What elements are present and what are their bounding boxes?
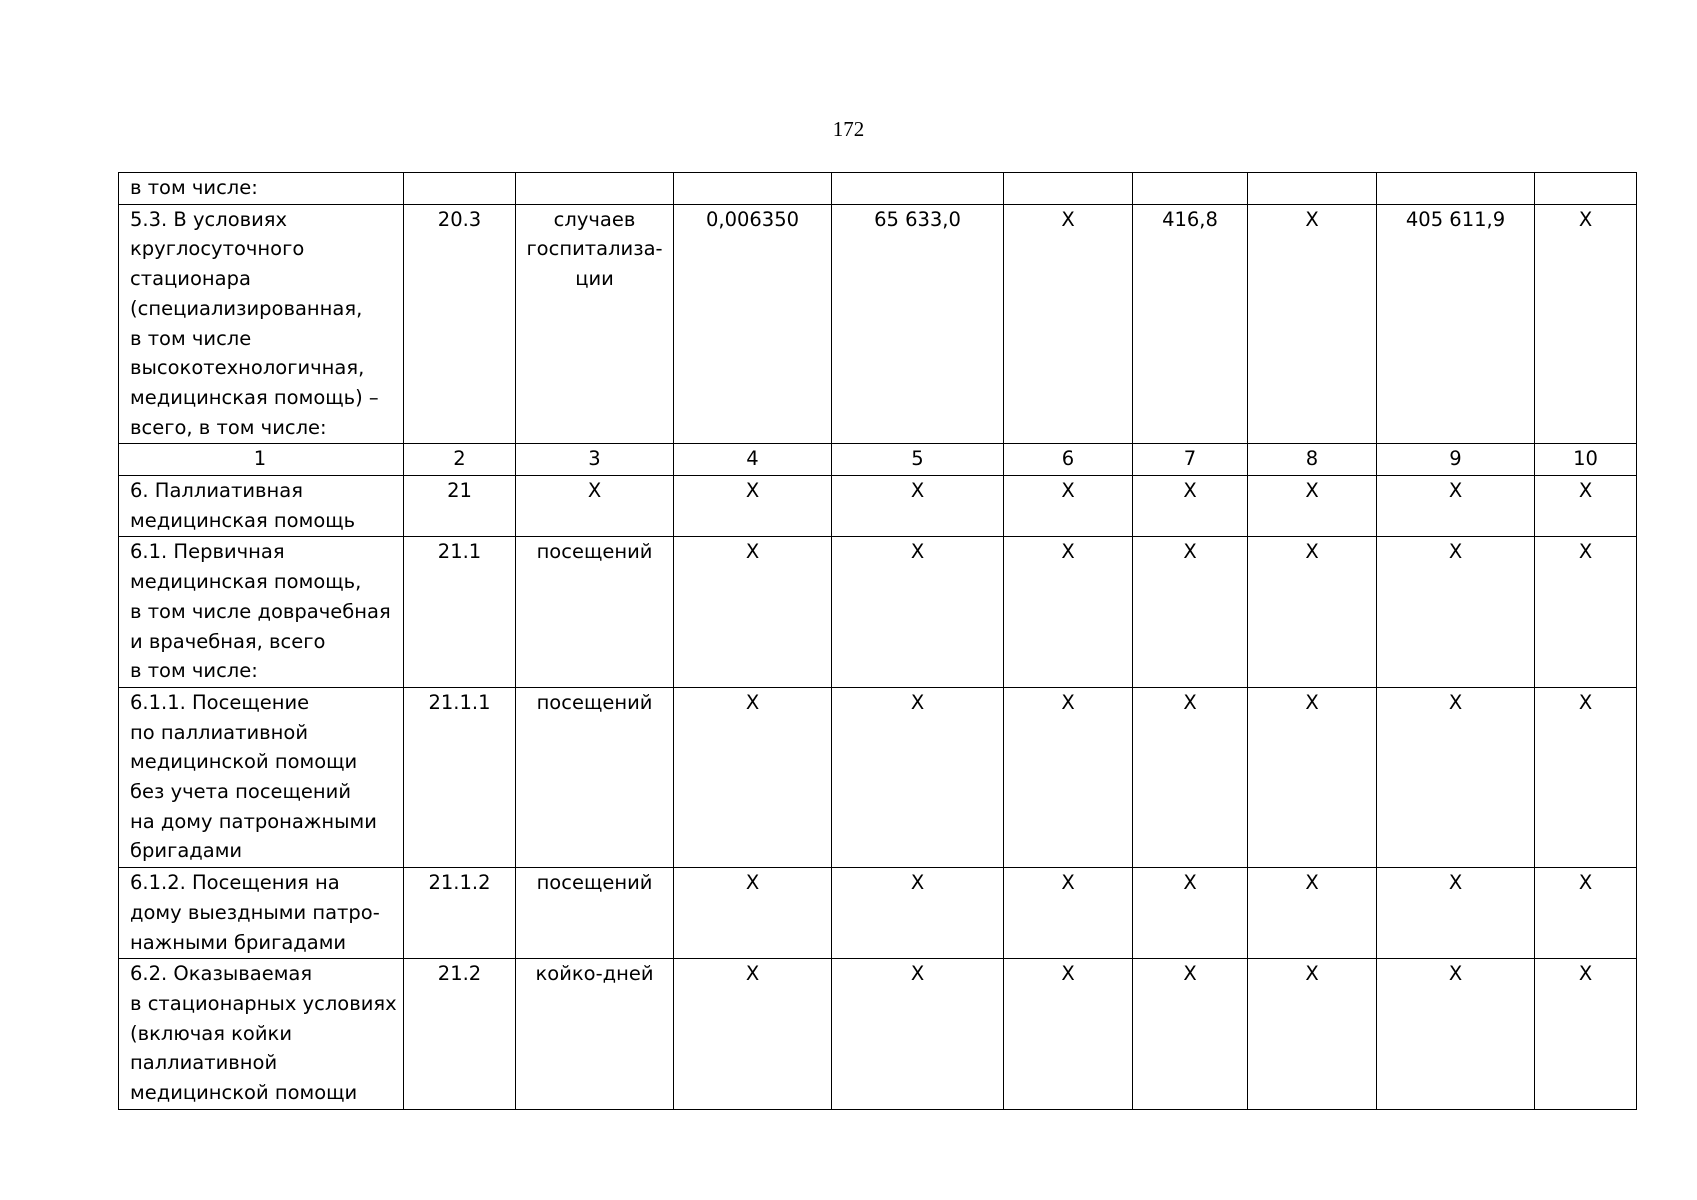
- cell-text: Х: [910, 690, 925, 714]
- table-cell-col-4: [674, 173, 832, 205]
- cell-text: 7: [1183, 447, 1197, 471]
- table-cell-col-9: [1377, 687, 1535, 867]
- table-cell-col-1: [119, 687, 404, 867]
- cell-text: Х: [1448, 871, 1463, 895]
- table-cell-col-6: [1004, 959, 1133, 1110]
- cell-text: 9: [1449, 447, 1462, 471]
- cell-text: 21.1.1: [428, 690, 491, 714]
- cell-text: 20.3: [437, 207, 482, 231]
- table-cell-col-6: [1004, 204, 1133, 444]
- cell-text: Х: [1578, 540, 1593, 564]
- cell-text: 0,006350: [705, 207, 800, 231]
- cell-text: Х: [1448, 962, 1463, 986]
- table-cell-col-5: [832, 537, 1004, 688]
- table-cell-col-9: [1377, 959, 1535, 1110]
- cell-text: 416,8: [1162, 207, 1218, 231]
- table-cell-col-10: [1535, 959, 1637, 1110]
- table-cell-col-2: [404, 173, 516, 205]
- cell-text: Х: [1578, 479, 1593, 503]
- cell-text: Х: [1061, 690, 1075, 714]
- table-cell-col-2: [404, 444, 516, 476]
- cell-text: Х: [745, 962, 760, 986]
- cell-text: Х: [1305, 962, 1319, 986]
- table-cell-col-10: [1535, 537, 1637, 688]
- table-cell-col-2: [404, 537, 516, 688]
- table-cell-col-3: [516, 687, 674, 867]
- cell-text: Х: [1061, 871, 1075, 895]
- table-cell-col-1: [119, 868, 404, 959]
- cell-text: Х: [1061, 540, 1075, 564]
- cell-text: Х: [1305, 540, 1319, 564]
- cell-text: Х: [745, 540, 760, 564]
- table-cell-col-5: [832, 444, 1004, 476]
- cell-text: Х: [1578, 207, 1593, 231]
- cell-text: 2: [453, 447, 466, 471]
- cell-text: Х: [1448, 540, 1463, 564]
- table-cell-col-3: [516, 476, 674, 537]
- table-cell-col-10: [1535, 476, 1637, 537]
- cell-text: Х: [1305, 207, 1319, 231]
- table-cell-col-2: [404, 687, 516, 867]
- table-cell-col-6: [1004, 173, 1133, 205]
- cell-text: 405 611,9: [1405, 207, 1506, 231]
- table-cell-col-10: [1535, 173, 1637, 205]
- table-cell-col-3: [516, 537, 674, 688]
- table-row: [119, 537, 1637, 688]
- cell-text: посещений: [536, 871, 653, 895]
- table-cell-col-7: [1133, 476, 1248, 537]
- table-cell-col-9: [1377, 204, 1535, 444]
- table-cell-col-7: [1133, 959, 1248, 1110]
- cell-text: 5.3. В условиях круглосуточного стационара (специализированная, в том числе высокотехнологичная, медицинская помощь) – всего, в том числе:: [130, 207, 379, 439]
- table-cell-col-9: [1377, 173, 1535, 205]
- table-cell-col-6: [1004, 868, 1133, 959]
- table-cell-col-3: [516, 204, 674, 444]
- table-cell-col-8: [1248, 687, 1377, 867]
- cell-text: посещений: [536, 690, 653, 714]
- table-cell-col-8: [1248, 476, 1377, 537]
- cell-text: Х: [1305, 479, 1319, 503]
- table-cell-col-1: [119, 476, 404, 537]
- table-cell-col-5: [832, 959, 1004, 1110]
- cell-text: Х: [1061, 207, 1075, 231]
- cell-text: 3: [588, 447, 601, 471]
- cell-text: Х: [1578, 962, 1593, 986]
- table-cell-col-6: [1004, 687, 1133, 867]
- table-cell-col-1: [119, 173, 404, 205]
- table-row: [119, 173, 1637, 205]
- cell-text: 6.1. Первичная медицинская помощь, в том числе доврачебная и врачебная, всего в том числе:: [130, 540, 391, 683]
- table-cell-col-9: [1377, 444, 1535, 476]
- table-cell-col-7: [1133, 444, 1248, 476]
- cell-text: в том числе:: [130, 176, 258, 199]
- table-cell-col-3: [516, 959, 674, 1110]
- cell-text: Х: [1061, 962, 1075, 986]
- table-cell-col-4: [674, 444, 832, 476]
- cell-text: Х: [1183, 871, 1197, 895]
- table-cell-col-1: [119, 959, 404, 1110]
- data-table: [118, 172, 1637, 1110]
- table-cell-col-7: [1133, 204, 1248, 444]
- table-cell-col-5: [832, 868, 1004, 959]
- cell-text: Х: [1578, 871, 1593, 895]
- cell-text: 1: [253, 447, 267, 471]
- table-cell-col-8: [1248, 444, 1377, 476]
- cell-text: 65 633,0: [874, 207, 961, 231]
- cell-text: Х: [1305, 871, 1319, 895]
- table-row: [119, 444, 1637, 476]
- cell-text: Х: [1183, 690, 1197, 714]
- table-cell-col-2: [404, 476, 516, 537]
- table-row: [119, 204, 1637, 444]
- page-number: 172: [832, 117, 865, 141]
- table-cell-col-1: [119, 444, 404, 476]
- cell-text: койко-дней: [535, 962, 654, 986]
- table-cell-col-4: [674, 476, 832, 537]
- cell-text: 6.1.2. Посещения на дому выездными патро- нажными бригадами: [130, 871, 380, 954]
- cell-text: 21.1: [437, 540, 482, 564]
- table-cell-col-9: [1377, 537, 1535, 688]
- table-cell-col-10: [1535, 687, 1637, 867]
- table-cell-col-5: [832, 476, 1004, 537]
- table-cell-col-5: [832, 687, 1004, 867]
- table-row: [119, 476, 1637, 537]
- cell-text: Х: [1448, 479, 1463, 503]
- table-cell-col-4: [674, 687, 832, 867]
- table-cell-col-2: [404, 868, 516, 959]
- table-cell-col-3: [516, 868, 674, 959]
- cell-text: Х: [1305, 690, 1319, 714]
- table-cell-col-4: [674, 868, 832, 959]
- cell-text: Х: [1578, 690, 1593, 714]
- cell-text: Х: [745, 690, 760, 714]
- table-cell-col-4: [674, 537, 832, 688]
- cell-text: Х: [745, 479, 760, 503]
- table-cell-col-9: [1377, 476, 1535, 537]
- table-cell-col-4: [674, 959, 832, 1110]
- cell-text: посещений: [536, 540, 653, 564]
- cell-text: случаев госпитализа- ции: [526, 207, 663, 291]
- table-cell-col-8: [1248, 959, 1377, 1110]
- table-row: [119, 687, 1637, 867]
- cell-text: 6.2. Оказываемая в стационарных условиях (включая койки паллиативной медицинской помощи: [130, 962, 397, 1105]
- table-cell-col-8: [1248, 868, 1377, 959]
- table-cell-col-10: [1535, 204, 1637, 444]
- cell-text: 21.2: [437, 962, 482, 986]
- table-cell-col-10: [1535, 444, 1637, 476]
- cell-text: 5: [911, 447, 924, 471]
- table-cell-col-2: [404, 204, 516, 444]
- cell-text: 6.1.1. Посещение по паллиативной медицинской помощи без учета посещений на дому патронажными бригадами: [130, 690, 377, 863]
- table-row: [119, 959, 1637, 1110]
- cell-text: 6: [1061, 447, 1075, 471]
- cell-text: Х: [1061, 479, 1075, 503]
- table-cell-col-9: [1377, 868, 1535, 959]
- cell-text: Х: [910, 962, 925, 986]
- cell-text: 8: [1305, 447, 1319, 471]
- cell-text: Х: [587, 479, 602, 503]
- table-cell-col-8: [1248, 204, 1377, 444]
- cell-text: 10: [1573, 447, 1598, 471]
- cell-text: 6. Паллиативная медицинская помощь: [130, 479, 356, 532]
- table-cell-col-7: [1133, 173, 1248, 205]
- cell-text: Х: [1183, 962, 1197, 986]
- table-cell-col-8: [1248, 173, 1377, 205]
- table-cell-col-10: [1535, 868, 1637, 959]
- cell-text: Х: [910, 871, 925, 895]
- table-cell-col-6: [1004, 537, 1133, 688]
- cell-text: Х: [910, 540, 925, 564]
- table-cell-col-7: [1133, 537, 1248, 688]
- table-cell-col-1: [119, 204, 404, 444]
- table-cell-col-1: [119, 537, 404, 688]
- cell-text: 21: [447, 479, 472, 503]
- cell-text: Х: [1183, 540, 1197, 564]
- table-cell-col-5: [832, 204, 1004, 444]
- table-cell-col-3: [516, 173, 674, 205]
- cell-text: 21.1.2: [428, 871, 491, 895]
- table-cell-col-8: [1248, 537, 1377, 688]
- table-cell-col-4: [674, 204, 832, 444]
- table-cell-col-2: [404, 959, 516, 1110]
- cell-text: Х: [1448, 690, 1463, 714]
- cell-text: Х: [910, 479, 925, 503]
- table-cell-col-6: [1004, 444, 1133, 476]
- table-cell-col-7: [1133, 687, 1248, 867]
- table-cell-col-7: [1133, 868, 1248, 959]
- table-body: [119, 173, 1637, 1110]
- cell-text: 4: [746, 447, 759, 471]
- cell-text: Х: [1183, 479, 1197, 503]
- table-cell-col-3: [516, 444, 674, 476]
- table-cell-col-6: [1004, 476, 1133, 537]
- cell-text: Х: [745, 871, 760, 895]
- table-cell-col-5: [832, 173, 1004, 205]
- table-row: [119, 868, 1637, 959]
